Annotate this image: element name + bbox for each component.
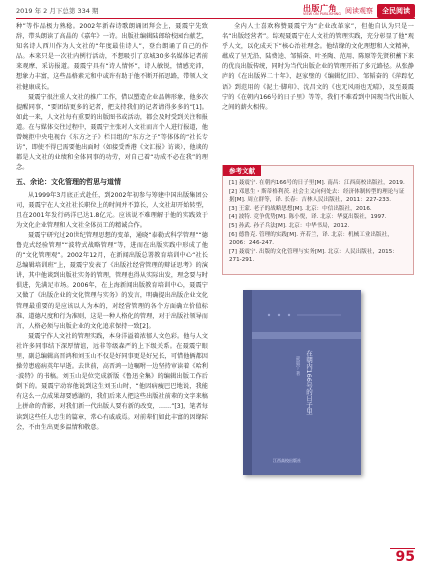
paragraph: 从1999年3月底正式赴任，到2002年初参与筹建中国出版集团公司，聂震宁在人文社社长职位上的时间并不算长，人文社却开始转型，且在2001年发行码洋已达1.8亿元。应该说不难理解于他的实践效于为文化企业管理和人文社全体员工的精诚合作。 [16, 191, 208, 229]
book-spine [243, 290, 252, 475]
reference-item: [3] 王蒙. 老子的战略思想[M]. 北京：中信出版社，2016. [229, 205, 372, 212]
page-number: 95 [395, 549, 415, 565]
paragraph: 聂震宁作人文社的管理实践，本身洋溢着浓郁人文色彩。他与人文社许多同事结下深厚情谊，远非等级森严的上下级关系。在聂震宁眼里，副总编辑高晋鸿和刘玉山不仅是好同事更是好兄长，可惜他俩都因操劳患癌病英年早逝。去世前，高晋鸿一边嘱咐一边坚持审读着《哈利·波特》的书稿。刘玉山是位完成新版《鲁迅全集》的编辑出版工作后倒下的。聂震宁动容他说到这生刘玉山时，“他因病瘦巴巴地说，我能有这么一点成果却要感谢的，我们后来人把这些出版社前辈的文字来稿上拼命的背影，对我们新一代出版人要有新的改变，……”[3]，笔者每读到这些任人忠生的篇章，常心有戚戚焉。对前辈们如此丰富的因缘际会，不由生出更多温情和敬意。 [16, 332, 208, 431]
book-author: 聂震宁 著 [295, 356, 300, 376]
paragraph: 全内人士喜欢称赞聂震宁为“企业改革家”，但他自认为只是一名“出版经营者”。综观聂震宁在人文社的管理实践，充分彰显了他“观乎人文，以化成天下”核心治社理念。他结缘的文化理想和人文精神，蕴成了呈无沿、陆费逵、邹韬奋、叶圣陶、范用、陈原等先贤积蓄下来的优良出版传统，同时为当代出版企业的管理开拓了多元路径。从张静庐的《在出版界二十年》、赵家璧的《编辑忆旧》、邹韬奋的《萍踪忆语》到范用的《泥土·脚印》、沈昌文的《也无风雨也无晴》，及至聂震宁的《在朝内166号的日子里》等等，我们不难看到中国现当代出版人之间的薪火相传。 [222, 23, 414, 111]
masthead [303, 4, 415, 18]
logo-subtext: VIEW ON PUBLISHING [303, 12, 341, 17]
issue-info: 2019 年 2 月下总第 334 期 [16, 7, 99, 15]
references-list [229, 179, 409, 265]
reference-item: [6] 德鲁克. 管理的实践[M]. 齐若兰，译. 北京：机械工业出版社，2006：246-247. [229, 231, 393, 247]
book-cover-image [243, 290, 361, 475]
reference-item: [5] 孙武. 孙子兵法[M]. 北京：中华书局，2012. [229, 222, 350, 229]
references-title: 参考文献 [223, 165, 261, 176]
section-tag: 全民阅读 [377, 4, 415, 18]
book-band [252, 332, 361, 339]
paragraph: 种”等作品极力熟稔。2002年新春诗歌朗诵团拜会上，聂震宁先致辞，带头朗读了高晶的《嘉年》一诗。出版社编辑陆郎给校园台献艺，知名诗人西川作为人文社的“年度最佳诗人”，登台朗诵了自己的作品。本来只是一次社内例行活动，不想吸引了京城30多名媒体记者前来观摩、采访报道。聂震宁具有“诗人情怀”，诗人敏锐，情感充沛，想象力丰富，这些品格素元和中或许有助于他不断开拓思路，带领人文社健康成长。 [16, 23, 208, 91]
paragraph: 聂震宁研究过20世纪管理思想的变革，通晓“泰勒式科学管理”“德鲁克式经验管理”“波特式战略管理”等，进而在出版实践中形成了他的“文化管理观”。2002年12月，在新闻出版总署教育培训中心“社长总编辑培训班”上，聂震宁发表了《出版社经营管理的辩证思考》的演讲，其中他谈到出版社实务的管理，管理也得从实际出发，理念要与时俱进，先满足市场。2006年，在上海新闻出版教育培训中心，聂震宁又做了《出版企业的文化管理与实务》的发言，明确提出出版企业文化管理最重要的是应该以人为本的，对经营管理的各个方面确立价值标准、道德尺度和行为准则，这是一种人格化的管理，对于出版社领导而言，人格必须与出版企业的文化追求保持一致[2]。 [16, 231, 208, 330]
reference-item: [7] 聂震宁. 出版的文化管理与实务[M]. 北京：人民出版社，2015：271-291. [229, 248, 398, 264]
logo-text: 出版广角 [303, 4, 338, 14]
header-divider [16, 18, 415, 19]
reference-item: [4] 波特. 竞争优势[M]. 陈小悦，译. 北京：华夏出版社，1997. [229, 214, 387, 221]
paragraph: 聂震宁很注重人文社的推广工作，借以塑造企业品牌形象，他多次提醒同事，“要团结更多的记者，把支持我们的记者请得多多的”[1]。如此一来，人文社每有重要的出版图书或活动，都会及时受到关注和报道。在与媒体交往过程中，聂震宁主张对人文社而言个人进行报道，他曾婉拒中央电视台《东方之子》栏目组的“东方之子”等体体的“社长专访”，即使不得已需要他出面时（如接受香港《文汇报》访谈），他谈的都是人文社的业绩和全体同事的功劳，对自己着“功成不必在我”的理念。 [16, 93, 208, 172]
right-column [222, 22, 414, 113]
book-decoration [263, 308, 343, 322]
reference-item: [2] 邓恩生・斯蒂格利茨. 社会主义向何处去：经济体制转型的理论与证据[M]. 周立群等，译. 长春：吉林人民出版社，2011：227-233. [229, 188, 405, 204]
section-title: 五、余论：文化管理的哲思与道情 [16, 178, 121, 187]
book-title: 在朝内166号的日子里 [305, 350, 313, 415]
publication-logo [303, 5, 341, 17]
book-publisher: 江西高校出版社 [273, 458, 301, 463]
reference-item: [1] 聂震宁. 在朝内166号的日子里[M]. 南昌：江西高校出版社，2019. [229, 180, 405, 186]
section-name: 阅读观察 [345, 7, 373, 15]
references-box [222, 165, 414, 275]
left-column [16, 22, 208, 433]
